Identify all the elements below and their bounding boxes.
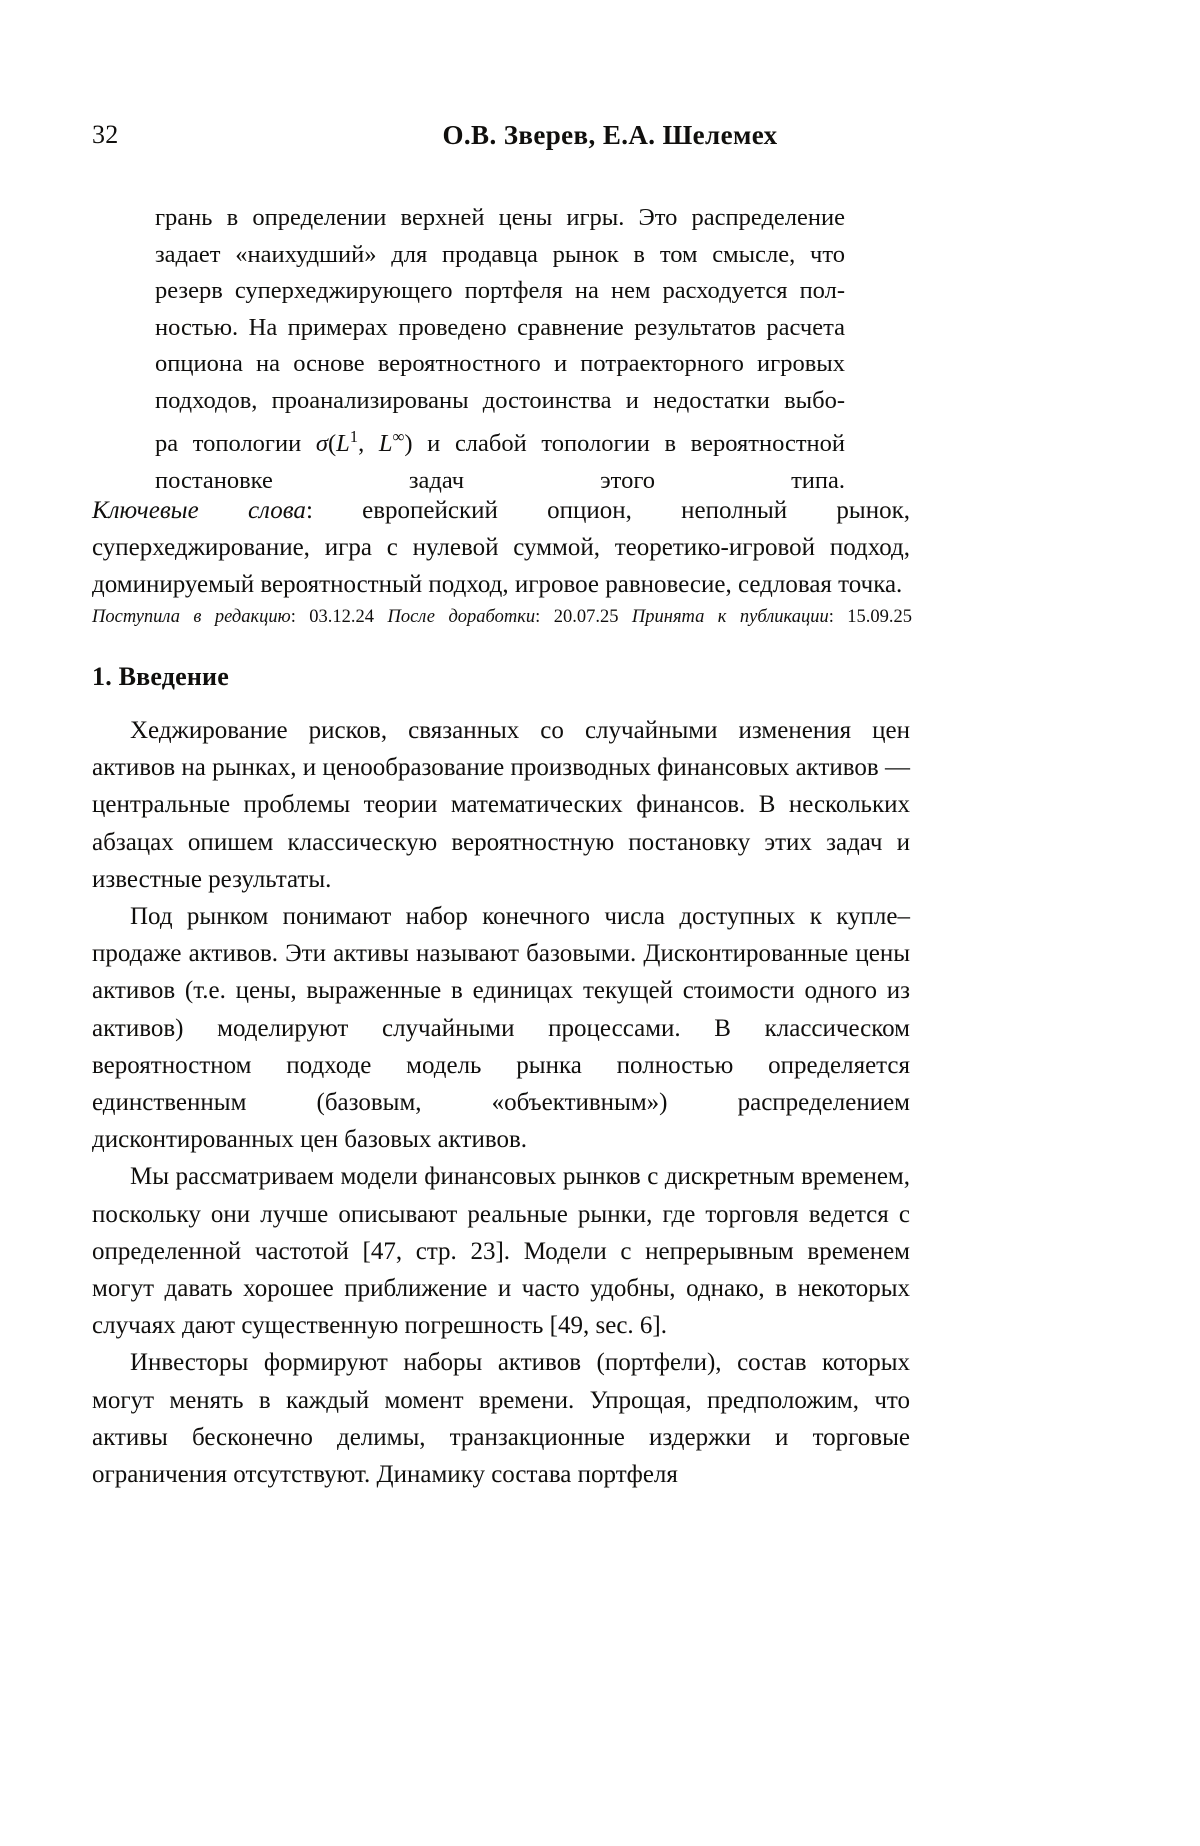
accepted-label: Принята к публикации [631, 607, 829, 627]
running-head-authors: О.В. Зверев, Е.А. Шелемех [442, 120, 778, 150]
keywords-label: Ключевые слова [92, 497, 306, 524]
accepted-value: : 15.09.25 [828, 607, 913, 627]
abstract-line: грань в определении верхней цены игры. Это распределение [155, 204, 845, 231]
abstract-line: подходов, проанализированы достоинства и недостатки выбо- [155, 386, 845, 414]
abstract-line: постановке задач этого типа. [155, 466, 845, 494]
running-head [0, 120, 1200, 160]
paragraph: Хеджирование рисков, связанных со случайными изменения цен активов на рынках, и ценообразование производных финансовых активов — центральные проблемы теории математических финансов. В нескольких абзацах опишем классическую вероятностную постановку этих задач и известные результаты. [92, 717, 910, 893]
received-value: : 03.12.24 [290, 607, 388, 627]
abstract-line: ностью. На примерах проведено сравнение результатов расчета [155, 313, 845, 341]
page-number: 32 [92, 120, 119, 149]
keywords-separator: : [305, 497, 363, 524]
body-text [92, 712, 910, 1493]
paragraph: Инвесторы формируют наборы активов (портфели), состав которых могут менять в каждый момент времени. Упрощая, предположим, что активы бесконечно делимы, транзакционные издержки и торговые ограничения отсутствуют. Динамику состава портфеля [92, 1349, 910, 1489]
paragraph: Мы рассматриваем модели финансовых рынков с дискретным временем, поскольку они лучше описывают реальные рынки, где торговля ведется с определенной частотой [47, стр. 23]. Модели с непрерывным временем могут давать хорошее приближение и часто удобны, однако, в некоторых случаях дают существенную погрешность [49, sec. 6]. [92, 1163, 910, 1340]
received-label: Поступила в редакцию [92, 607, 291, 627]
revised-value: : 20.07.25 [535, 607, 632, 627]
revised-label: После доработки [387, 607, 536, 627]
keywords-text: европейский опцион, неполный рынок, суперхеджирование, игра с нулевой суммой, теоретико-игровой подход, доминируемый вероятностный подход, игровое равновесие, седловая точка. [92, 497, 910, 598]
abstract-line: опциона на основе вероятностного и потраекторного игровых [155, 350, 845, 377]
abstract-line: задает «наихудший» для продавца рынок в том смысле, что [155, 240, 845, 268]
section-heading: 1. Введение [92, 662, 229, 691]
keywords-block [92, 492, 910, 603]
abstract-line: резерв суперхеджирующего портфеля на нем расходуется пол- [155, 277, 845, 304]
paragraph: Под рынком понимают набор конечного числа доступных к купле–продаже активов. Эти активы называют базовыми. Дисконтированные цены активов (т.е. цены, выраженные в единицах текущей стоимости одного из активов) моделируют случайными процессами. В классическом вероятностном подходе модель рынка полностью определяется единственным (базовым, «объективным») распределением дисконтированных цен базовых активов. [92, 903, 910, 1154]
abstract-block [155, 200, 845, 499]
abstract-line-math: ра топологии $\sigma(L^1$, L∞) и слабой топологии в вероятностной [155, 427, 845, 458]
publication-dates [92, 604, 912, 630]
